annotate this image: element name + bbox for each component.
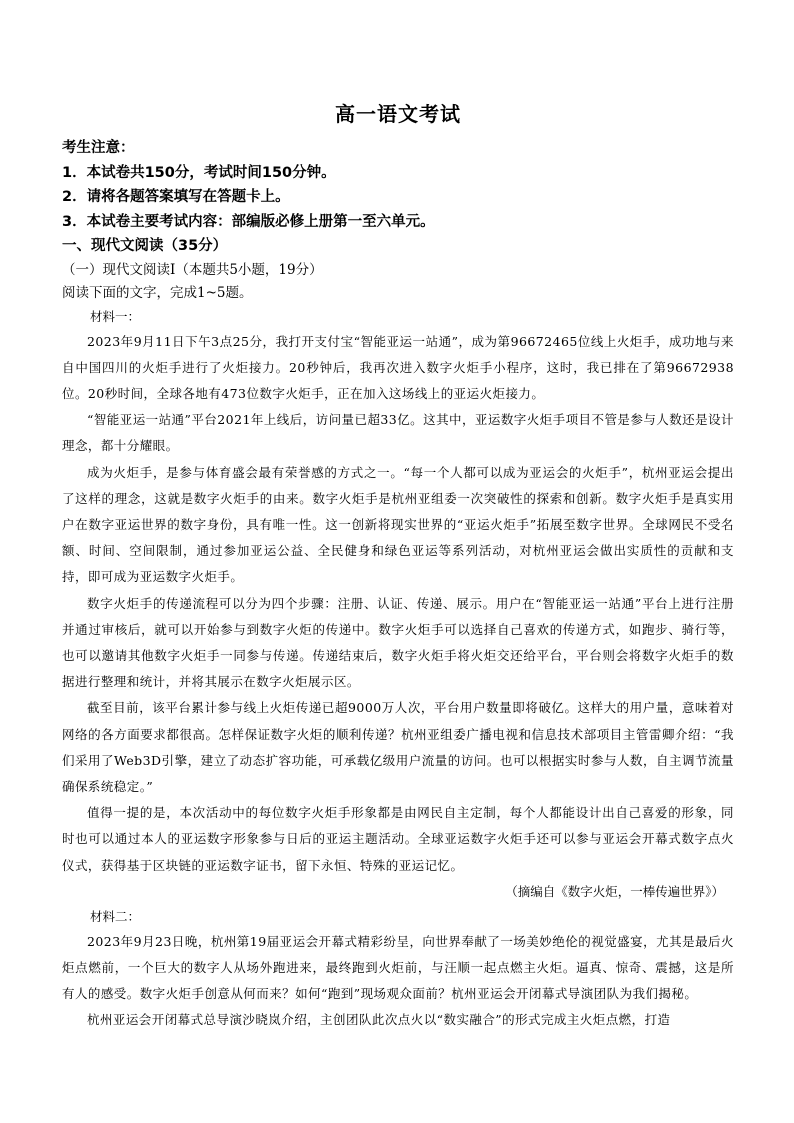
notice-item: 3．本试卷主要考试内容：部编版必修上册第一至六单元。 bbox=[62, 213, 435, 230]
paragraph: 杭州亚运会开闭幕式总导演沙晓岚介绍，主创团队此次点火以“数实融合”的形式完成主火炬点燃，打造 bbox=[87, 1012, 671, 1028]
paragraph: “智能亚运一站通”平台2021年上线后，访问量已超33亿。这其中，亚运数字火炬手项目不管是参与人数还是设计理念，都十分耀眼。 bbox=[62, 412, 734, 454]
material-label: 材料一： bbox=[90, 308, 141, 324]
section-subheading: （一）现代文阅读Ⅰ（本题共5小题，19分） bbox=[62, 261, 323, 278]
paragraph: 2023年9月11日下午3点25分，我打开支付宝“智能亚运一站通”，成为第96672465位线上火炬手，成功地与来自中国四川的火炬手进行了火炬接力。20秒钟后，我再次进入数字火炬手小程序，这时，我已排在了第96672938位。20秒时间，全球各地有473位数字火炬手，正在加入这场线上的亚运火炬接力。 bbox=[62, 333, 734, 401]
paragraph: 2023年9月23日晚，杭州第19届亚运会开幕式精彩纷呈，向世界奉献了一场美妙绝伦的视觉盛宴，尤其是最后火炬点燃前，一个巨大的数字人从场外跑进来，最终跑到火炬前，与汪顺一起点燃主火炬。逼真、惊奇、震撼，这是所有人的感受。数字火炬手创意从何而来？如何“跑到”现场观众面前？杭州亚运会开闭幕式导演团队为我们揭秘。 bbox=[62, 933, 734, 1002]
section-heading: 一、现代文阅读（35分） bbox=[62, 238, 228, 254]
exam-page bbox=[62, 100, 734, 1034]
material-label: 材料二： bbox=[90, 908, 141, 924]
material-two bbox=[62, 905, 734, 1034]
paragraph: 值得一提的是，本次活动中的每位数字火炬手形象都是由网民自主定制，每个人都能设计出自己喜爱的形象，同时也可以通过本人的亚运数字形象参与日后的亚运主题活动。全球亚运数字火炬手还可以参与亚运会开幕式数字点火仪式，获得基于区块链的亚运数字证书，留下永恒、特殊的亚运记忆。 bbox=[62, 805, 734, 873]
notice-heading: 考生注意： bbox=[62, 140, 135, 156]
notice-item: 2．请将各题答案填写在答题卡上。 bbox=[62, 189, 290, 205]
paragraph: 成为火炬手，是参与体育盛会最有荣誉感的方式之一。“每一个人都可以成为亚运会的火炬手”，杭州亚运会提出了这样的理念，这就是数字火炬手的由来。数字火炬手是杭州亚组委一次突破性的探索和创新。数字火炬手是真实用户在数字亚运世界的数字身份，具有唯一性。这一创新将现实世界的“亚运火炬手”拓展至数字世界。全球网民不受名额、时间、空间限制，通过参加亚运公益、全民健身和绿色亚运等系列活动，对杭州亚运会做出实质性的贡献和支持，即可成为亚运数字火炬手。 bbox=[62, 464, 734, 585]
page-title: 高一语文考试 bbox=[335, 102, 461, 126]
material-one bbox=[62, 305, 734, 905]
source-citation: （摘编自《数字火炬，一棒传遍世界》） bbox=[505, 883, 724, 899]
notice-item: 1．本试卷共150分，考试时间150分钟。 bbox=[62, 164, 336, 181]
paragraph: 截至目前，该平台累计参与线上火炬传递已超9000万人次，平台用户数量即将破亿。这样大的用户量，意味着对网络的各方面要求都很高。怎样保证数字火炬的顺利传递？杭州亚组委广播电视和信息技术部项目主管雷卿介绍：“我们采用了Web3D引擎，建立了动态扩容功能，可承载亿级用户流量的访问。也可以根据实时参与人数，自主调节流量确保系统稳定。” bbox=[62, 700, 734, 794]
reading-instruction: 阅读下面的文字，完成1~5题。 bbox=[62, 284, 253, 301]
exam-notice bbox=[62, 136, 734, 234]
paragraph: 数字火炬手的传递流程可以分为四个步骤：注册、认证、传递、展示。用户在“智能亚运一站通”平台上进行注册并通过审核后，就可以开始参与到数字火炬的传递中。数字火炬手可以选择自己喜欢的传递方式，如跑步、骑行等，也可以邀请其他数字火炬手一同参与传递。传递结束后，数字火炬手将火炬交还给平台，平台则会将数字火炬手的数据进行整理和统计，并将其展示在数字火炬展示区。 bbox=[62, 595, 734, 690]
